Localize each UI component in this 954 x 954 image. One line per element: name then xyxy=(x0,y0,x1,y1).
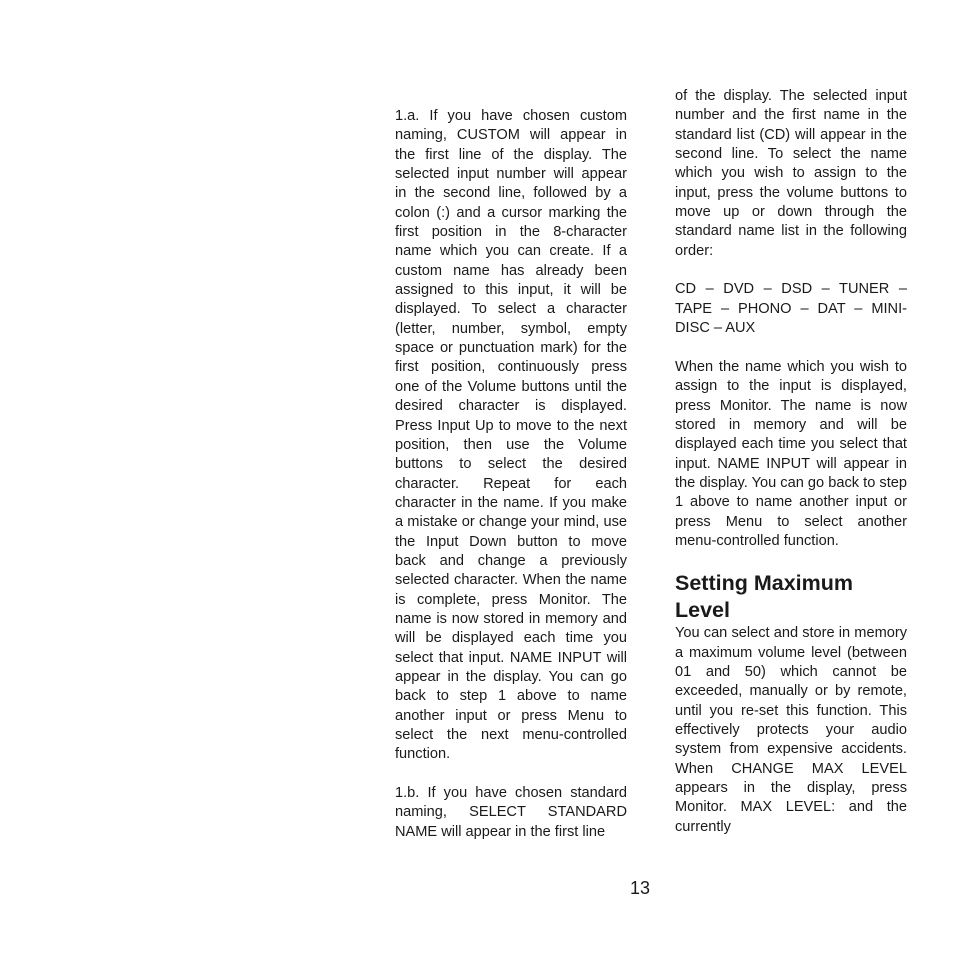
right-text-column xyxy=(675,87,907,837)
paragraph-standard-naming-continued: of the display. The selected input number and the first name in the standard list (CD) will appear in the second line. To select the name which you wish to assign to the input, press the volume buttons to move up or down through the standard name list in the following order: xyxy=(675,88,907,259)
paragraph-press-monitor: When the name which you wish to assign to the input is displayed, press Monitor. The name is now stored in memory and will be displayed each time you select that input. NAME INPUT will appear in the display. You can go back to step 1 above to name another input or press Menu to select another menu-controlled function. xyxy=(675,358,907,549)
paragraph-custom-naming: 1.a. If you have chosen custom naming, CUSTOM will appear in the first line of the display. The selected input number will appear in the second line, followed by a colon (:) and a cursor marking the first position in the 8-character name which you can create. If a custom name has already been assigned to this input, it will be displayed. To select a character (letter, number, symbol, empty space or punctuation mark) for the first position, continuously press one of the Volume buttons until the desired character is displayed. Press Input Up to move to the next position, then use the Volume buttons to select the desired character. Repeat for each character in the name. If you make a mistake or change your mind, use the Input Down button to move back and change a previously selected character. When the name is complete, press Monitor. The name is now stored in memory and will be displayed each time you select that input. NAME INPUT will appear in the display. You can go back to step 1 above to name another input or press Menu to select the next menu-controlled function. xyxy=(395,108,627,763)
standard-name-list: CD – DVD – DSD – TUNER – TAPE – PHONO – DAT – MINI-DISC – AUX xyxy=(675,281,907,337)
paragraph-standard-naming: 1.b. If you have chosen standard naming, SELECT STANDARD NAME will appear in the first line xyxy=(395,785,627,840)
page-number: 13 xyxy=(629,878,651,898)
section-heading-max-level: Setting Maximum Level xyxy=(675,571,853,623)
paragraph-max-level: You can select and store in memory a maximum volume level (between 01 and 50) which cannot be exceeded, manually or by remote, until you re-set this function. This effectively protects your audio system from expensive accidents. When CHANGE MAX LEVEL appears in the display, press Monitor. MAX LEVEL: and the currently xyxy=(675,625,907,835)
left-text-column xyxy=(395,107,627,842)
